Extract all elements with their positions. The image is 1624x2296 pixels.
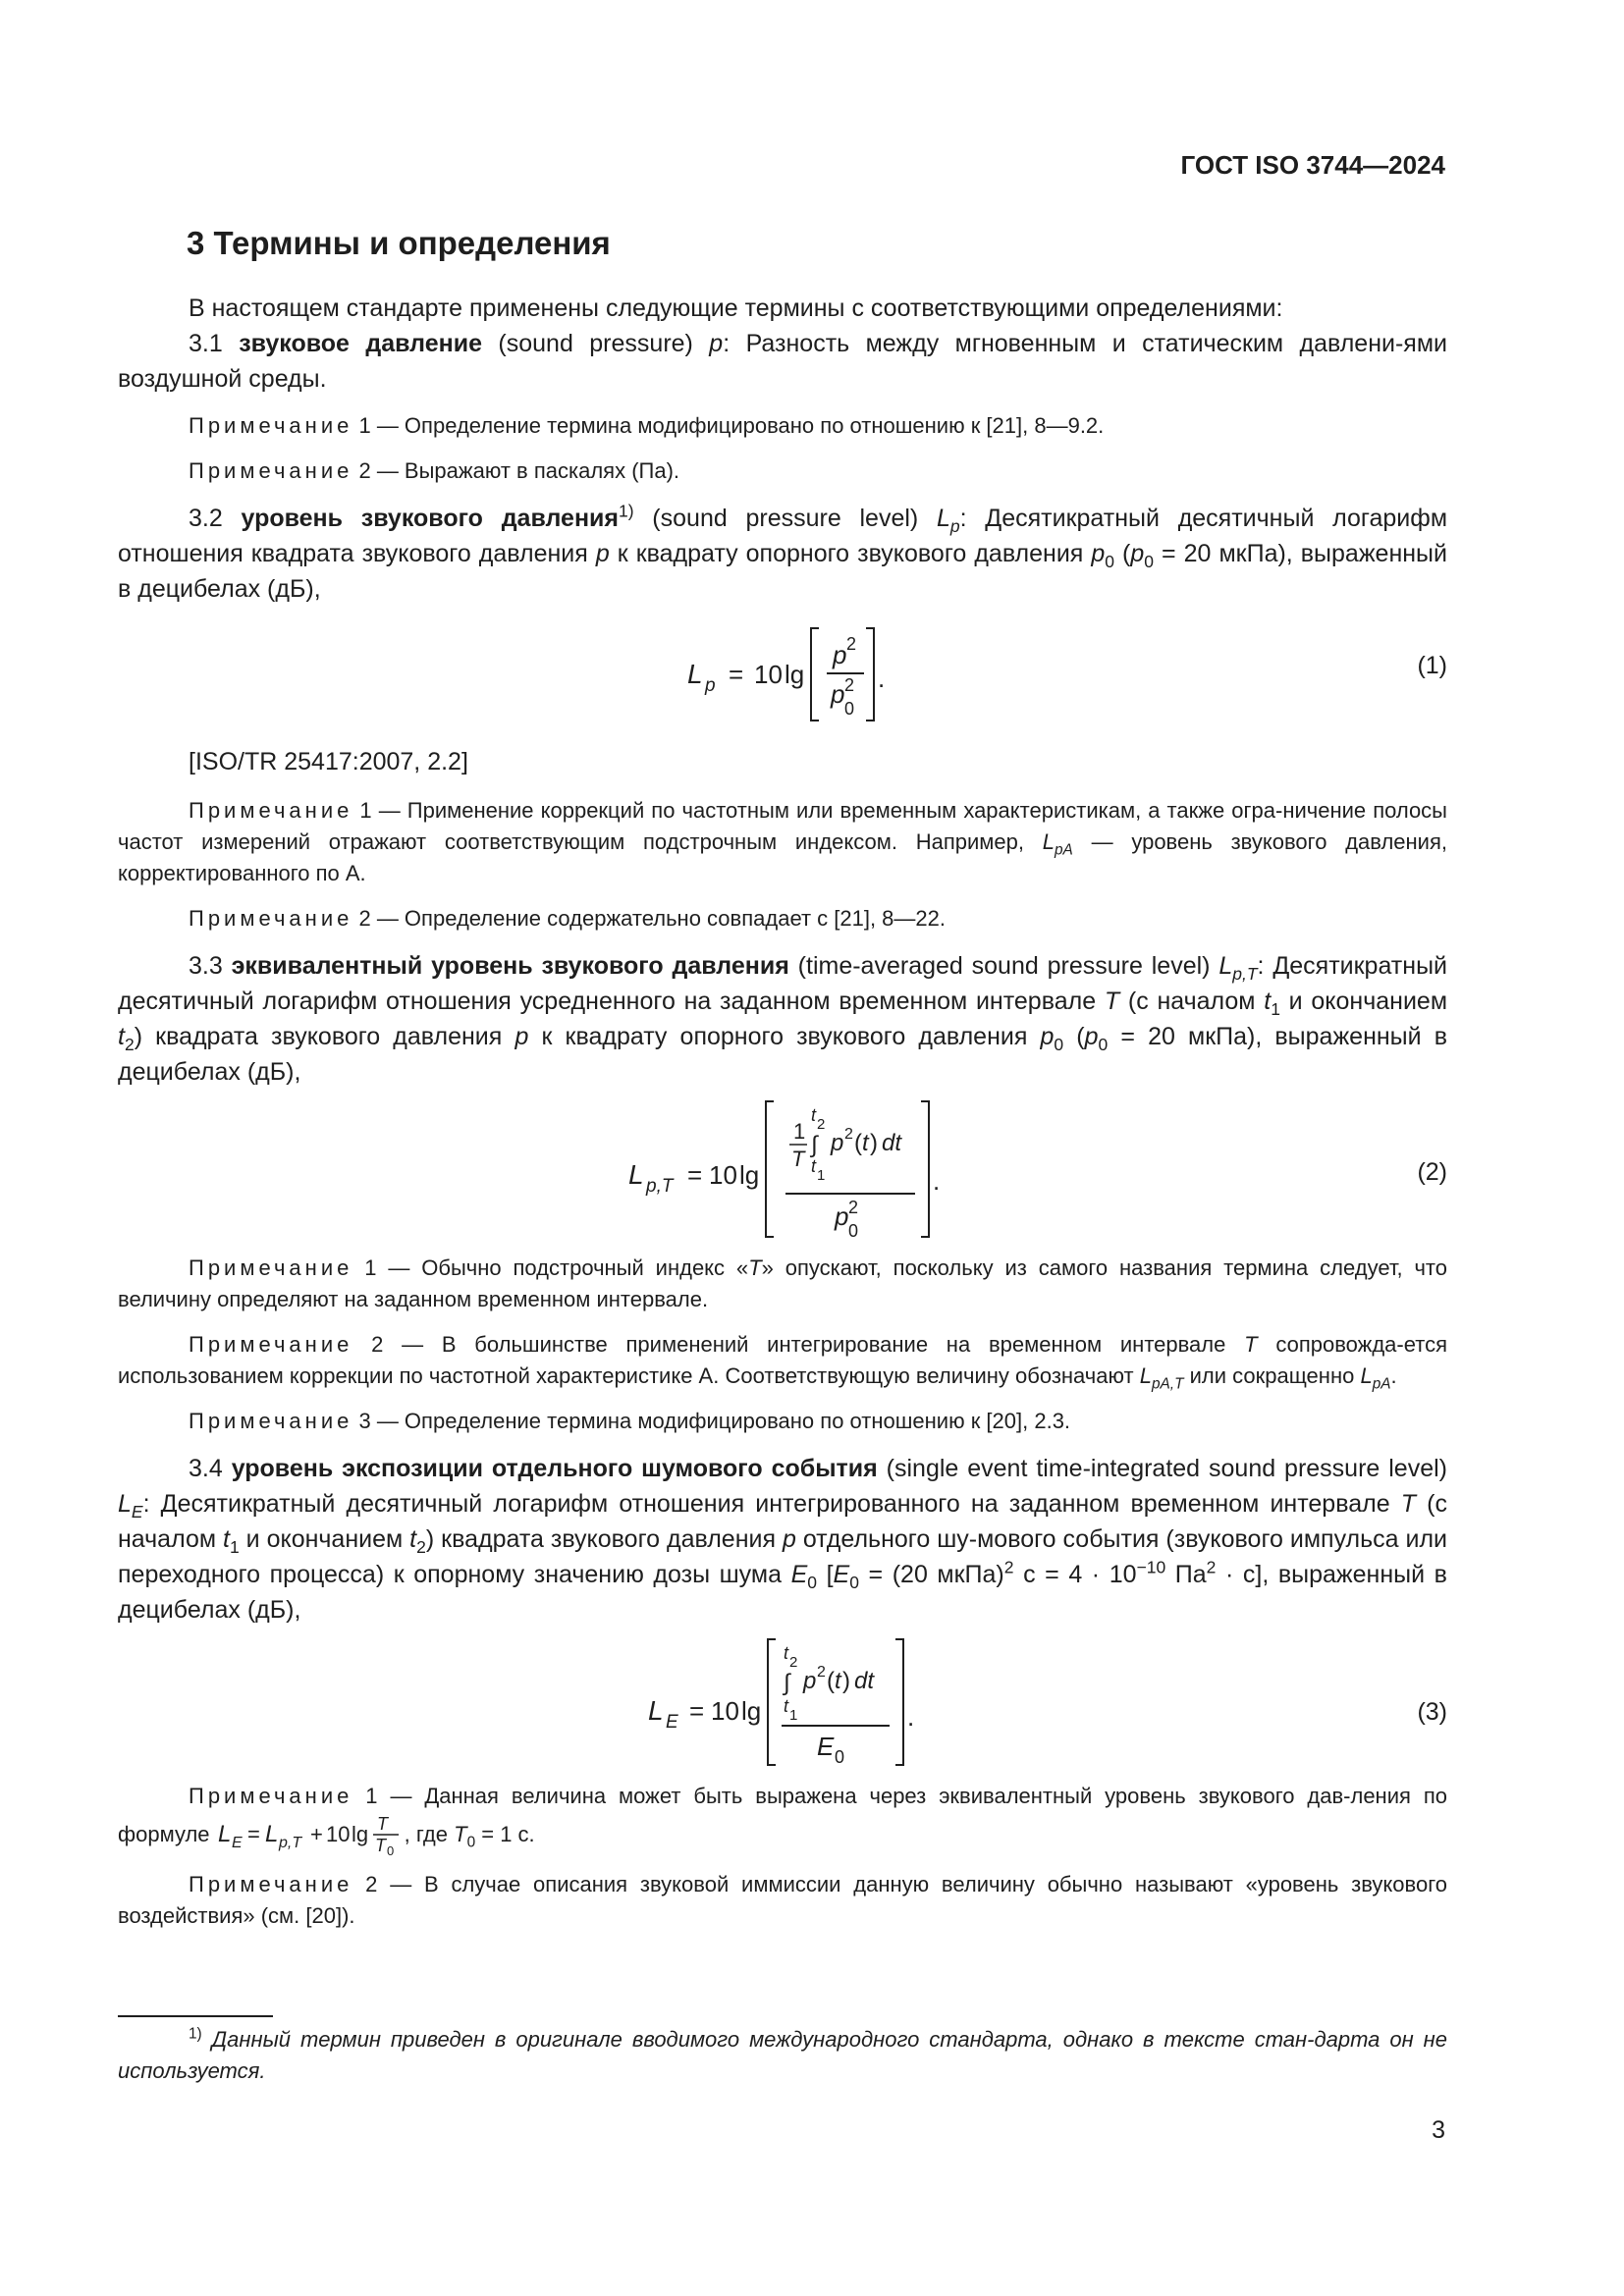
note-3-2-1 xyxy=(118,795,1447,889)
eq-text: . xyxy=(933,1166,941,1196)
symbol-exp: 2 xyxy=(1003,1557,1014,1577)
symbol: L xyxy=(1360,1363,1373,1388)
eq-sub: 2 xyxy=(789,1654,798,1671)
term-text: (sound pressure) xyxy=(482,330,710,357)
symbol: T xyxy=(1400,1490,1417,1518)
term-number: 3.3 xyxy=(189,952,232,980)
symbol: p xyxy=(1130,540,1145,567)
symbol-sub: pA,T xyxy=(1151,1375,1184,1393)
equation-number: (3) xyxy=(1417,1698,1447,1726)
integral-sign: ∫ xyxy=(811,1132,818,1158)
term-number: 3.2 xyxy=(189,505,242,532)
term-number: 3.1 xyxy=(189,330,240,357)
eq-sub: 1 xyxy=(789,1707,798,1724)
term-name: звуковое давление xyxy=(239,330,482,357)
eq-exp: 2 xyxy=(844,1126,853,1143)
eq-symbol: L xyxy=(217,1821,232,1847)
formula-3 xyxy=(118,1633,1447,1771)
note-text: 2 — Выражают в паскалях (Па). xyxy=(358,458,680,483)
symbol: T xyxy=(454,1822,467,1846)
footnote-divider xyxy=(118,2015,273,2017)
note-3-4-2 xyxy=(118,1869,1447,1932)
term-symbol: L xyxy=(1218,952,1233,980)
eq-text: 10 xyxy=(325,1822,351,1846)
term-text: отдельного шу-мового события (звукового импульса или переходного процесса) к опорному значению дозы шума xyxy=(118,1525,1448,1588)
eq-text: 10 xyxy=(711,1696,739,1726)
term-text: [ xyxy=(817,1561,834,1588)
term-text: (с началом xyxy=(118,1490,1447,1553)
eq-symbol: E xyxy=(817,1732,835,1761)
term-name: эквивалентный уровень звукового давления xyxy=(231,952,789,980)
symbol: t xyxy=(1264,988,1272,1015)
eq-symbol: p xyxy=(705,675,716,696)
eq-symbol: p xyxy=(835,1201,849,1231)
note-label: Примечание xyxy=(189,458,353,483)
term-number: 3.4 xyxy=(189,1455,232,1482)
note-label: Примечание xyxy=(189,798,353,823)
note-text: сопровожда-ется использованием коррекции по частотной характеристике А. Соответствующую величину обозначают xyxy=(118,1332,1447,1388)
term-3-1 xyxy=(118,326,1447,397)
note-text: = 1 с. xyxy=(475,1822,535,1846)
symbol: E xyxy=(833,1561,850,1588)
eq-symbol: E xyxy=(666,1712,678,1733)
term-text: : Десятикратный десятичный логарифм отношения интегрированного на заданном временном интервале xyxy=(142,1490,1401,1518)
eq-symbol: T xyxy=(376,1814,388,1834)
symbol: L xyxy=(1139,1363,1152,1388)
term-text: ) квадрата звукового давления xyxy=(134,1023,515,1050)
term-text: = (20 мкПа) xyxy=(858,1561,1004,1588)
eq-text: 10 xyxy=(754,660,783,689)
symbol-sub: 1 xyxy=(1271,999,1280,1019)
term-text: ) квадрата звукового давления xyxy=(425,1525,783,1553)
note-text: 2 — В случае описания звуковой иммиссии данную величину обычно называют «уровень звукового воздействия» (см. [20]). xyxy=(118,1872,1447,1928)
eq-exp: 2 xyxy=(817,1664,826,1681)
symbol-sub: 0 xyxy=(1098,1035,1109,1054)
eq-symbol: dt xyxy=(854,1668,875,1694)
eq-paren: ( xyxy=(854,1130,862,1156)
term-text: (sound pressure level) xyxy=(633,505,937,532)
symbol: t xyxy=(118,1023,125,1050)
term-text: к квадрату опорного звукового давления xyxy=(609,540,1092,567)
eq-sub: 0 xyxy=(835,1747,845,1767)
term-text: : Десятикратный десятичный логарифм отношения квадрата звукового давления xyxy=(118,505,1448,567)
symbol-sub: 0 xyxy=(1144,552,1154,571)
eq-exp: 2 xyxy=(844,675,855,695)
eq-text: . xyxy=(878,664,886,693)
note-3-2-2 xyxy=(118,903,1447,934)
symbol: t xyxy=(409,1525,417,1553)
eq-sign: = xyxy=(729,660,744,689)
eq-symbol: p,T xyxy=(646,1176,674,1197)
term-text: = 20 мкПа), выраженный в децибелах (дБ), xyxy=(118,1023,1448,1086)
term-text: : Десятикратный десятичный логарифм отношения усредненного на заданном временном интервале xyxy=(118,952,1447,1015)
note-text: 3 — Определение термина модифицировано по отношению к [20], 2.3. xyxy=(358,1409,1071,1433)
eq-text: 1 xyxy=(793,1119,806,1144)
intro-paragraph: В настоящем стандарте применены следующие термины с соответствующими определениями: xyxy=(189,294,1283,322)
note-3-1-1 xyxy=(118,410,1447,442)
eq-symbol: p xyxy=(831,1130,844,1156)
eq-symbol: dt xyxy=(882,1130,902,1156)
source-reference: [ISO/TR 25417:2007, 2.2] xyxy=(189,748,468,775)
symbol: T xyxy=(748,1255,762,1280)
eq-paren: ) xyxy=(842,1668,850,1694)
term-text: (time-averaged sound pressure level) xyxy=(788,952,1219,980)
note-label: Примечание xyxy=(189,1872,353,1896)
term-3-3 xyxy=(118,948,1447,1090)
symbol-sub: 1 xyxy=(229,1537,240,1557)
note-text: 1 — Данная величина может быть выражена через эквивалентный уровень звукового дав-ления по формуле xyxy=(118,1784,1447,1846)
eq-symbol: L xyxy=(264,1821,279,1847)
symbol: E xyxy=(790,1561,808,1588)
note-label: Примечание xyxy=(189,1409,353,1433)
note-label: Примечание xyxy=(189,1784,353,1808)
formula-1-graphic xyxy=(118,613,1447,730)
term-symbol-sub: p xyxy=(949,516,960,536)
left-bracket xyxy=(768,1639,776,1765)
right-bracket xyxy=(895,1639,903,1765)
term-text: и окончанием xyxy=(1279,988,1448,1015)
symbol: p xyxy=(595,540,610,567)
eq-symbol: p,T xyxy=(278,1835,301,1851)
symbol-sub: pA xyxy=(1372,1375,1391,1393)
eq-symbol: L xyxy=(687,659,703,689)
note-text: 2 — В большинстве применений интегрирование на временном интервале xyxy=(371,1332,1245,1357)
symbol: p xyxy=(782,1525,796,1553)
eq-paren: ) xyxy=(870,1130,878,1156)
symbol: p xyxy=(1091,540,1106,567)
note-label: Примечание xyxy=(189,906,353,931)
symbol-sub: 0 xyxy=(807,1573,817,1592)
term-text: и окончанием xyxy=(239,1525,410,1553)
eq-exp: 2 xyxy=(846,634,857,654)
note-text: » опускают, поскольку из самого названия термина следует, что величину определяют на заданном временном интервале. xyxy=(118,1255,1447,1311)
note-3-1-2 xyxy=(118,455,1447,487)
eq-symbol: t xyxy=(784,1696,789,1716)
eq-sub: 0 xyxy=(848,1221,859,1241)
term-text: к квадрату опорного звукового давления xyxy=(528,1023,1041,1050)
term-text: ( xyxy=(1063,1023,1085,1050)
term-name: уровень звукового давления xyxy=(241,505,620,532)
term-text: (с началом xyxy=(1119,988,1265,1015)
note-text: . xyxy=(1390,1363,1397,1388)
symbol-sub: 2 xyxy=(416,1537,426,1557)
symbol-exp: −10 xyxy=(1136,1557,1166,1577)
footnote-ref: 1) xyxy=(619,501,634,521)
eq-symbol: L xyxy=(628,1159,644,1190)
symbol: T xyxy=(1104,988,1120,1015)
eq-symbol: T xyxy=(374,1836,386,1855)
symbol-sub: pA xyxy=(1055,841,1073,859)
document-body xyxy=(118,291,1447,1946)
formula-2-graphic xyxy=(118,1095,1447,1243)
document-header-id: ГОСТ ISO 3744—2024 xyxy=(1180,150,1445,180)
note-3-4-1 xyxy=(118,1781,1447,1855)
right-bracket xyxy=(866,628,874,721)
symbol-sub: 0 xyxy=(1105,552,1114,571)
symbol-sub: 0 xyxy=(1054,1035,1064,1054)
page-number: 3 xyxy=(1432,2116,1445,2144)
right-bracket xyxy=(921,1101,929,1237)
equation-number: (1) xyxy=(1417,652,1447,679)
note-text: — уровень звукового давления, корректированного по А. xyxy=(118,829,1447,885)
eq-symbol: t xyxy=(811,1105,817,1125)
eq-symbol: T xyxy=(791,1147,805,1171)
integral-sign: ∫ xyxy=(784,1670,790,1696)
term-symbol: p xyxy=(709,330,724,357)
inline-formula xyxy=(216,1812,405,1855)
footnote-text: Данный термин приведен в оригинале вводимого международного стандарта, однако в тексте стан-дарта он не используется. xyxy=(118,2027,1447,2083)
note-label: Примечание xyxy=(189,413,353,438)
symbol-exp: 2 xyxy=(1206,1557,1217,1577)
formula-2 xyxy=(118,1095,1447,1243)
note-label: Примечание xyxy=(189,1255,353,1280)
note-text: , где xyxy=(404,1822,455,1846)
eq-text: . xyxy=(907,1702,915,1732)
term-text: (single event time-integrated sound pressure level) xyxy=(877,1455,1447,1482)
eq-symbol: t xyxy=(835,1668,841,1694)
symbol: t xyxy=(223,1525,230,1553)
term-text: · с], выраженный в децибелах (дБ), xyxy=(118,1561,1447,1624)
eq-text: lg xyxy=(351,1822,368,1846)
term-text: = 20 мкПа), выраженный в децибелах (дБ), xyxy=(118,540,1447,603)
eq-exp: 2 xyxy=(848,1198,859,1217)
symbol: L xyxy=(1042,829,1055,854)
eq-sign: = xyxy=(689,1696,705,1726)
symbol-sub: 0 xyxy=(849,1573,859,1592)
term-symbol-sub: p,T xyxy=(1232,964,1258,984)
eq-symbol: p xyxy=(831,679,845,709)
note-text: 1 — Применение коррекций по частотным или временным характеристикам, а также огра-ничение полосы частот измерений отражают соответствующим подстрочным индексом. Например, xyxy=(118,798,1447,854)
eq-sign: = xyxy=(687,1160,703,1190)
symbol: p xyxy=(1040,1023,1055,1050)
note-text: 2 — Определение содержательно совпадает с [21], 8—22. xyxy=(358,906,946,931)
symbol-sub: 0 xyxy=(466,1834,476,1851)
note-3-3-1 xyxy=(118,1253,1447,1315)
note-3-3-2 xyxy=(118,1329,1447,1392)
term-symbol: L xyxy=(118,1490,132,1518)
eq-text: lg xyxy=(741,1696,762,1726)
term-3-4 xyxy=(118,1451,1447,1628)
note-3-3-3 xyxy=(118,1406,1447,1437)
eq-paren: ( xyxy=(827,1668,835,1694)
formula-3-graphic xyxy=(118,1633,1447,1771)
note-label: Примечание xyxy=(189,1332,353,1357)
term-3-2 xyxy=(118,501,1447,607)
term-symbol-sub: E xyxy=(131,1502,143,1522)
eq-text: lg xyxy=(785,660,805,689)
note-text: 1 — Определение термина модифицировано по отношению к [21], 8—9.2. xyxy=(358,413,1105,438)
left-bracket xyxy=(811,628,819,721)
eq-sub: 0 xyxy=(844,699,855,719)
term-definition: : Разность между мгновенным и статическим давлени-ями воздушной среды. xyxy=(118,330,1447,393)
eq-symbol: t xyxy=(784,1643,789,1663)
eq-symbol: L xyxy=(648,1695,664,1726)
term-text: Па xyxy=(1165,1561,1207,1588)
eq-sign: + xyxy=(309,1822,323,1846)
left-bracket xyxy=(766,1101,774,1237)
eq-text: lg xyxy=(739,1160,760,1190)
section-title: 3 Термины и определения xyxy=(187,225,611,261)
formula-1 xyxy=(118,613,1447,730)
term-text: с = 4 · 10 xyxy=(1013,1561,1137,1588)
footnote-mark: 1) xyxy=(189,2025,202,2043)
eq-symbol: t xyxy=(862,1130,869,1156)
note-text: или сокращенно xyxy=(1183,1363,1361,1388)
eq-symbol: E xyxy=(231,1835,243,1851)
footnote xyxy=(118,2024,1447,2087)
eq-sub: 1 xyxy=(817,1167,826,1184)
eq-symbol: p xyxy=(833,640,847,669)
term-symbol: L xyxy=(936,505,950,532)
symbol: p xyxy=(1084,1023,1099,1050)
eq-symbol: t xyxy=(811,1156,817,1176)
term-name: уровень экспозиции отдельного шумового события xyxy=(231,1455,878,1482)
equation-number: (2) xyxy=(1417,1158,1447,1186)
eq-symbol: p xyxy=(803,1668,817,1694)
symbol: p xyxy=(514,1023,529,1050)
eq-sub: 2 xyxy=(817,1116,826,1133)
eq-sub: 0 xyxy=(386,1843,394,1855)
eq-sign: = xyxy=(246,1822,260,1846)
symbol-sub: 2 xyxy=(124,1035,135,1054)
eq-text: 10 xyxy=(709,1160,737,1190)
term-text: ( xyxy=(1114,540,1131,567)
note-text: 1 — Обычно подстрочный индекс « xyxy=(364,1255,749,1280)
symbol: T xyxy=(1244,1332,1258,1357)
